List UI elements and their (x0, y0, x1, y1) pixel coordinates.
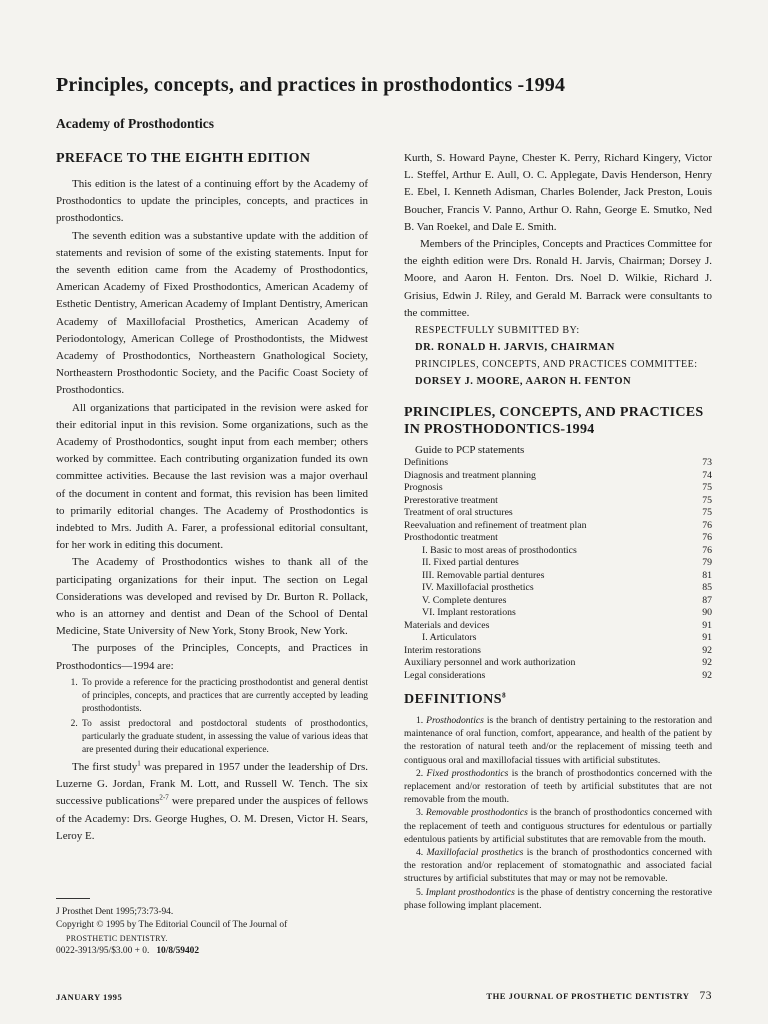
definition-number: 1. (416, 715, 427, 727)
definitions-heading-text: DEFINITIONS (404, 692, 503, 708)
left-column (56, 150, 368, 845)
toc-guide-heading: Guide to PCP statements (415, 444, 525, 457)
toc-label: Materials and devices (404, 619, 490, 631)
definition-number: 4. (416, 847, 427, 859)
toc-row (404, 507, 712, 520)
footnotes (56, 906, 376, 958)
issn-text: 0022-3913/95/$3.00 + 0. (56, 946, 150, 956)
article-title: Principles, concepts, and practices in prosthodontics -1994 (56, 74, 566, 96)
definition-item (404, 806, 712, 846)
journal-name: THE JOURNAL OF PROSTHETIC DENTISTRY (486, 991, 690, 1001)
signature-chairman: DR. RONALD H. JARVIS, CHAIRMAN (415, 342, 615, 354)
definition-item (404, 767, 712, 807)
toc-row (404, 582, 712, 595)
definitions-list (404, 714, 712, 912)
article-code: 10/8/59402 (156, 946, 200, 956)
toc-label: Auxiliary personnel and work authorization (404, 657, 576, 669)
footnote-copyright: Copyright © 1995 by The Editorial Council of The Journal of (56, 920, 288, 930)
toc-row (404, 457, 712, 470)
toc-page: 91 (702, 619, 712, 631)
toc-label: Prerestorative treatment (404, 494, 498, 506)
preface-paragraph-6 (56, 759, 368, 845)
toc-row (404, 532, 712, 545)
preface-paragraph-3: All organizations that participated in the revision were asked for their editorial input in this revision. Some organizations, such as the Academy of Prosthodontics, sought input from each member; others worked by committee. Each contributing organization funded its own committee activities. Because the last revision was a major overhaul of the document in content and format, this revision has been limited to primarily editorial changes. The Academy of Prosthodontics is indebted to Mrs. Judith A. Farer, a professional editorial consultant, for her work in editing this document. (56, 401, 368, 552)
pcp-heading: PRINCIPLES, CONCEPTS, AND PRACTICES IN PROSTHODONTICS-1994 (404, 405, 704, 438)
preface-paragraph-4: The Academy of Prosthodontics wishes to thank all of the participating organizations for their input. The section on Legal Considerations was developed and revised by Dr. Burton R. Pollack, who is an attorney and dentist and Dean of the School of Dental Medicine, State University of New York, Stony Brook, New York. (56, 556, 368, 638)
toc-page: 74 (702, 469, 712, 481)
toc-page: 79 (702, 557, 712, 569)
toc-row (404, 657, 712, 670)
toc-label: I. Basic to most areas of prosthodontics (422, 544, 577, 556)
toc-label: Prosthodontic treatment (404, 532, 498, 544)
toc-page: 81 (702, 569, 712, 581)
toc-page: 91 (702, 632, 712, 644)
author-organization: Academy of Prosthodontics (56, 116, 214, 131)
purpose-item: 2. To assist predoctoral and postdoctoral students of prosthodontics, particularly the graduate student, in assessing the value of various ideas that are presented during their educational experience. (80, 718, 368, 757)
definition-term: Removable prosthodontics (425, 807, 528, 819)
toc-page: 75 (702, 507, 712, 519)
preface-paragraph-8: Members of the Principles, Concepts and Practices Committee for the eighth edition were Drs. Ronald H. Jarvis, Chairman; Dorsey J. Moore, and Aaron H. Fenton. Drs. Noel D. Wilkie, Richard J. Grisius, Edwin J. Riley, and Gerald M. Barrack were consultants to the committee. (404, 238, 712, 319)
definition-term: Fixed prosthodontics (426, 767, 509, 779)
toc-page: 87 (702, 594, 712, 606)
footnote-copyright-cont: PROSTHETIC DENTISTRY. (66, 934, 168, 943)
purposes-list (56, 677, 368, 757)
toc-page: 76 (702, 519, 712, 531)
toc-label: Treatment of oral structures (404, 507, 513, 519)
toc-label: I. Articulators (422, 632, 477, 644)
p6-text-a: The first study (72, 760, 138, 773)
footnote-issn (56, 945, 376, 958)
toc-label: VI. Implant restorations (422, 607, 516, 619)
footnote-citation (56, 906, 376, 919)
toc-label: Interim restorations (404, 644, 481, 656)
toc-page: 75 (702, 482, 712, 494)
toc-row (404, 570, 712, 583)
definition-text: is the branch of prosthodontics concerned with the replacement of teeth and contiguous structures for edentulous or partially edentulous patients by artificial substitutes that are removable from the mouth. (404, 807, 713, 845)
running-footer (486, 990, 712, 1002)
toc-page: 92 (702, 657, 712, 669)
definition-text: is the branch of prosthodontics concerned with the replacement and/or restoration of teeth by artificial substitutes that are not removable from the mouth. (404, 767, 713, 806)
toc-label: IV. Maxillofacial prosthetics (422, 582, 534, 594)
definition-text: is the phase of dentistry concerning the restorative phase following implant placement. (404, 886, 713, 911)
preface-paragraph-2: The seventh edition was a substantive update with the addition of statements and revision of some of the existing statements. Input for the seventh edition came from the Academy of Prosthodontics, American Academy of Fixed Prosthodontics, American Academy of Esthetic Dentistry, American Academy of Implant Dentistry, American Academy of Maxillofacial Prosthetics, American Academy of Periodontology, American College of Prosthodontists, the Midwest Academy of Prosthodontics, Northeastern Gnathological Society, Northeastern Prosthodontic Society, and the Pacific Coast Society of Prosthodontics. (56, 229, 368, 397)
toc-row (404, 607, 712, 620)
toc-row (404, 545, 712, 558)
preface-paragraph-7: Kurth, S. Howard Payne, Chester K. Perry, Richard Kingery, Victor L. Steffel, Arthur E. Aull, O. C. Applegate, Davis Henderson, Henry E. Ebel, I. Kenneth Adisman, Charles Bolender, Jack Preston, Louis Boucher, Francis V. Panno, Arthur O. Rahn, George E. Smutko, Ned B. Van Roekel, and Dale E. Smith. (404, 152, 712, 233)
definition-number: 5. (416, 886, 426, 898)
definitions-citation: 8 (502, 691, 507, 700)
definition-item (404, 886, 712, 912)
definition-number: 3. (416, 807, 426, 819)
signature-members: DORSEY J. MOORE, AARON H. FENTON (415, 376, 632, 388)
toc-row (404, 632, 712, 645)
toc-row (404, 645, 712, 658)
p6-text-b: was prepared in 1957 under the leadership of Drs. Luzerne G. Jordan, Frank M. Lott, and Russell W. Tench. The six successive publications (56, 760, 368, 808)
toc-row (404, 557, 712, 570)
definitions-heading (404, 692, 712, 708)
toc-page: 85 (702, 582, 712, 594)
toc-row (404, 520, 712, 533)
toc-row (404, 482, 712, 495)
preface-heading: PREFACE TO THE EIGHTH EDITION (56, 151, 311, 166)
toc-table (404, 457, 712, 682)
footnote-rule (56, 898, 90, 899)
toc-row (404, 620, 712, 633)
definition-item (404, 714, 712, 767)
citation-2-7: 2-7 (159, 793, 169, 802)
toc-page: 92 (702, 669, 712, 681)
definition-number: 2. (416, 767, 427, 779)
signature-committee: PRINCIPLES, CONCEPTS, AND PRACTICES COMMITTEE: (415, 359, 698, 371)
issue-date: JANUARY 1995 (56, 992, 123, 1002)
definition-term: Maxillofacial prosthetics (426, 847, 524, 859)
purpose-item: 1. To provide a reference for the practicing prosthodontist and general dentist of principles, concepts, and practices that are currently accepted by leading prosthodontists. (80, 677, 368, 716)
toc-label: V. Complete dentures (422, 594, 507, 606)
toc-label: Legal considerations (404, 669, 486, 681)
toc-label: Prognosis (404, 482, 443, 494)
citation-1: 1 (137, 759, 141, 768)
toc-row (404, 670, 712, 683)
page-number: 73 (699, 990, 712, 1002)
preface-paragraph-1: This edition is the latest of a continuing effort by the Academy of Prosthodontics to update the principles, concepts, and practices in prosthodontics. (56, 178, 368, 225)
toc-page: 76 (702, 532, 712, 544)
definition-text: is the branch of dentistry pertaining to the restoration and maintenance of oral function, comfort, appearance, and health of the patient by the restoration of natural teeth and/or the replacement of missing teeth and contiguous oral and maxillofacial tissues with artificial substitutes. (404, 715, 713, 766)
preface-paragraph-5: The purposes of the Principles, Concepts, and Practices in Prosthodontics—1994 are: (56, 642, 368, 672)
toc-page: 73 (702, 457, 712, 469)
toc-label: II. Fixed partial dentures (422, 557, 519, 569)
toc-row (404, 595, 712, 608)
p6-text-c: were prepared under the auspices of fellows of the Academy: Drs. George Hughes, O. M. Dresen, Victor H. Sears, Leroy E. (56, 795, 369, 842)
toc-row (404, 470, 712, 483)
definition-term: Prosthodontics (426, 715, 484, 727)
toc-label: Reevaluation and refinement of treatment plan (404, 519, 587, 531)
toc-page: 92 (702, 644, 712, 656)
toc-page: 76 (702, 544, 712, 556)
citation-text: J Prosthet Dent 1995;73:73-94. (56, 907, 174, 917)
toc-label: Definitions (404, 457, 449, 469)
definition-text: is the branch of prosthodontics concerned with the restoration and/or replacement of stomatognathic and associated facial structures by artificial substitutes that may or may not be removable. (404, 847, 713, 885)
toc-page: 75 (702, 494, 712, 506)
toc-label: Diagnosis and treatment planning (404, 469, 536, 481)
toc-label: III. Removable partial dentures (422, 569, 545, 581)
definition-term: Implant prosthodontics (425, 886, 515, 898)
definition-item (404, 846, 712, 886)
toc-page: 90 (702, 607, 712, 619)
toc-row (404, 495, 712, 508)
signature-submitted: RESPECTFULLY SUBMITTED BY: (415, 325, 580, 337)
right-column (404, 150, 712, 912)
